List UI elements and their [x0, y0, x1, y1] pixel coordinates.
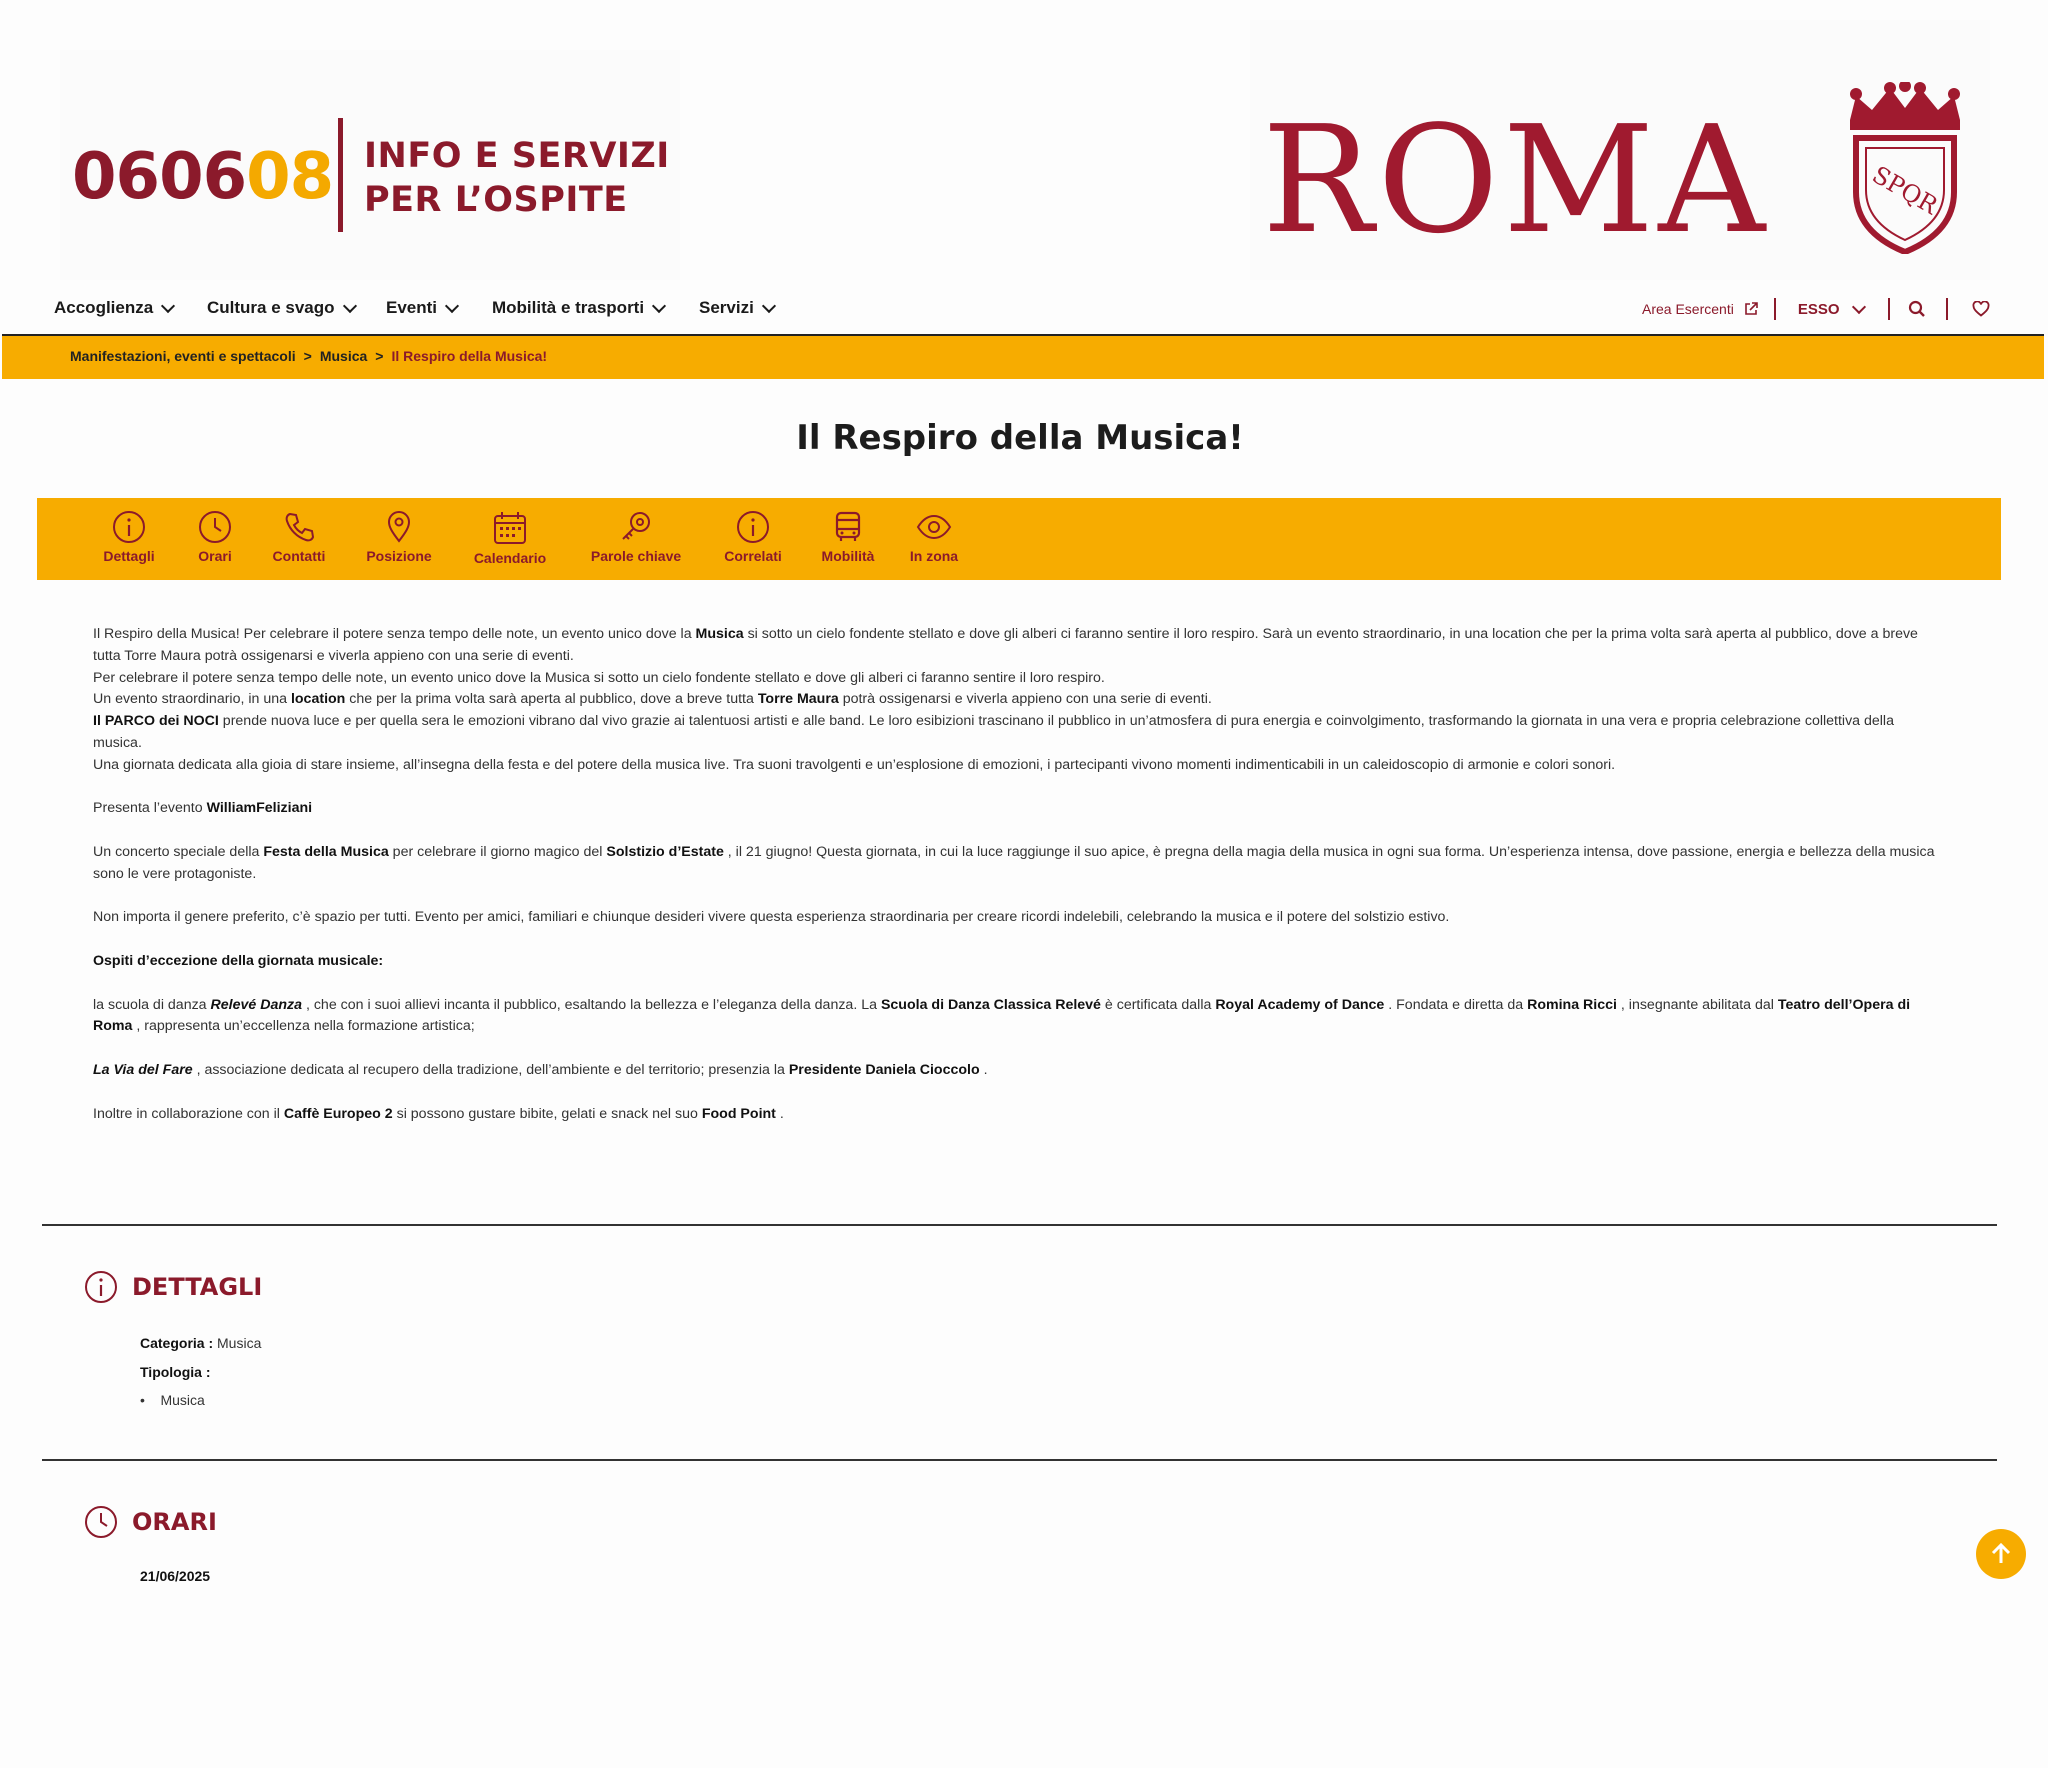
text: Un concerto speciale della — [93, 843, 264, 860]
nav-item-label: Eventi — [386, 298, 438, 317]
text-bold: Romina Ricci — [1527, 996, 1617, 1013]
tab-label: In zona — [909, 548, 959, 564]
chevron-down-icon — [342, 298, 356, 312]
nav-item-label: Mobilità e trasporti — [492, 298, 645, 317]
spacer — [93, 1082, 1943, 1104]
breadcrumb-item-musica[interactable]: Musica — [319, 348, 368, 364]
paragraph — [93, 995, 1943, 1039]
text: . — [775, 1105, 784, 1122]
breadcrumb-separator: > — [375, 348, 384, 364]
spacer — [93, 886, 1943, 908]
tab-label: Correlati — [724, 548, 782, 564]
text: , il 21 giugno! Questa giornata, in cui la luce raggiunge il suo apice, è pregna della magia della musica in ogni sua forma. Un’esperienza intensa, dove passione, energia e bellezza della musica sono le vere protagoniste. — [93, 843, 1935, 882]
categoria-label: Categoria : — [140, 1335, 214, 1351]
tab-label: Dettagli — [103, 548, 155, 564]
logo-060608[interactable] — [72, 140, 333, 214]
text: che per la prima volta sarà aperta al pubblico, dove a breve tutta — [345, 691, 758, 708]
tab-label: Mobilità — [821, 548, 875, 564]
nav-item-accoglienza[interactable] — [54, 298, 173, 318]
calendar-icon — [492, 510, 528, 546]
spacer — [93, 1038, 1943, 1060]
nav-item-label: Servizi — [699, 298, 754, 317]
categoria-value: Musica — [213, 1335, 262, 1351]
text-bold: Teatro dell’Opera di Roma — [93, 996, 1911, 1035]
breadcrumb-item-manifestazioni[interactable]: Manifestazioni, eventi e spettacoli — [70, 348, 296, 364]
nav-utility — [1642, 298, 1990, 320]
logo-separator — [338, 118, 343, 232]
tab-label: Parole chiave — [590, 548, 682, 564]
bus-icon — [831, 510, 865, 544]
text: si possono gustare bibite, gelati e snack nel suo — [392, 1105, 702, 1122]
section-title: ORARI — [132, 1508, 217, 1536]
login-button[interactable]: ESSO — [1797, 300, 1840, 318]
text-bold: Musica — [695, 626, 744, 642]
nav-item-cultura-e-svago[interactable] — [207, 298, 355, 318]
spacer — [93, 820, 1943, 842]
text: , associazione dedicata al recupero della tradizione, dell’ambiente e del territorio; presenzia la — [192, 1061, 789, 1078]
logo-number-main: 0606 — [72, 140, 247, 214]
search-icon[interactable] — [1908, 300, 1926, 318]
spacer — [93, 973, 1943, 995]
section-divider — [42, 1224, 1997, 1226]
page-title: Il Respiro della Musica! — [796, 418, 1244, 458]
text-bold: Torre Maura — [757, 691, 839, 708]
text: , insegnante abilitata dal — [1616, 996, 1778, 1013]
text-bold: Royal Academy of Dance — [1215, 996, 1385, 1013]
main-navigation — [0, 290, 2048, 332]
logo-tagline — [364, 134, 670, 222]
logo-number-accent: 08 — [246, 140, 334, 214]
breadcrumb — [70, 348, 547, 364]
logo-tagline-line1: INFO E SERVIZI — [364, 136, 670, 176]
text-bold: location — [290, 691, 346, 708]
section-header-dettagli — [84, 1270, 262, 1304]
text: , che con i suoi allievi incanta il pubblico, esaltando la bellezza e l’eleganza della danza. La — [302, 996, 881, 1013]
list-item: • Musica — [140, 1392, 205, 1408]
tab-correlati[interactable] — [719, 510, 787, 564]
spqr-crest-icon — [1842, 82, 1968, 254]
info-icon — [112, 510, 146, 544]
paragraph — [93, 951, 1943, 973]
nav-divider — [1888, 298, 1890, 320]
text: si sotto un cielo fondente stellato e dove gli alberi ci faranno sentire il loro respiro. Sarà un evento straordinario, in una location che per la prima volta sarà aperta al pubblico, dove a breve tutta Torre Maura potrà ossigenarsi e viverla appieno con una serie di eventi. — [93, 626, 1918, 664]
text-bold: Presidente Daniela Cioccolo — [788, 1061, 980, 1078]
chevron-down-icon — [445, 298, 459, 312]
paragraph: Una giornata dedicata alla gioia di stare insieme, all’insegna della festa e del potere della musica live. Tra suoni travolgenti e un’esplosione di emozioni, i partecipanti vivono momenti indimenticabili in un caleidoscopio di armonie e colori sonori. — [93, 756, 1616, 773]
text-bold-italic: Relevé Danza — [210, 996, 303, 1013]
section-header-orari — [84, 1505, 217, 1539]
paragraph — [93, 711, 1943, 755]
paragraph — [93, 842, 1943, 886]
text: , rappresenta un’eccellenza nella formazione artistica; — [132, 1018, 475, 1035]
key-search-icon — [619, 510, 653, 544]
breadcrumb-separator: > — [303, 348, 312, 364]
text: Presenta l’evento — [93, 800, 207, 817]
text: . — [979, 1061, 988, 1078]
area-esercenti-link[interactable]: Area Esercenti — [1642, 301, 1734, 317]
paragraph — [93, 689, 1943, 711]
tab-label: Calendario — [473, 550, 547, 566]
section-divider — [42, 1459, 1997, 1461]
text-bold-italic: La Via del Fare — [93, 1061, 193, 1078]
tab-label: Orari — [198, 548, 232, 564]
roma-logo[interactable]: ROMA — [1262, 94, 1770, 266]
nav-item-mobilita-e-trasporti[interactable] — [492, 298, 664, 318]
logo-tagline-line2: PER L’OSPITE — [364, 180, 628, 220]
breadcrumb-bar — [2, 334, 2044, 379]
text: Inoltre in collaborazione con il — [93, 1105, 284, 1122]
tab-mobilita[interactable] — [815, 510, 881, 564]
external-link-icon — [1744, 302, 1758, 316]
text-bold: Solstizio d’Estate — [606, 843, 724, 860]
tab-orari[interactable] — [194, 510, 236, 564]
nav-divider — [1774, 298, 1776, 320]
categoria-row — [140, 1335, 261, 1351]
paragraph — [93, 624, 1943, 668]
event-description — [93, 624, 1943, 1125]
tab-label: Posizione — [366, 548, 432, 564]
tab-calendario[interactable] — [469, 510, 551, 566]
paragraph — [93, 1104, 1943, 1126]
chevron-down-icon — [762, 298, 776, 312]
tab-label: Contatti — [272, 548, 326, 564]
crest-text: SPQR — [1867, 160, 1943, 220]
clock-icon — [198, 510, 232, 544]
paragraph — [93, 798, 1943, 820]
text-bold: Ospiti d’eccezione della giornata musicale: — [93, 952, 384, 969]
tab-dettagli[interactable] — [100, 510, 158, 564]
tab-posizione[interactable] — [363, 510, 435, 564]
text-bold: Festa della Musica — [263, 843, 389, 860]
section-tab-bar — [37, 498, 2001, 580]
tipologia-row — [140, 1364, 211, 1380]
text: Il Respiro della Musica! Per celebrare il potere senza tempo delle note, un evento unico dove la — [93, 626, 696, 642]
clock-icon — [84, 1505, 118, 1539]
tab-in-zona[interactable] — [903, 510, 965, 564]
text: prende nuova luce e per quella sera le emozioni vibrano dal vivo grazie ai talentuosi artisti e alle band. Le loro esibizioni trascinano il pubblico in un’atmosfera di pura energia e coinvolgimento, trasformando la giornata in una vera e propria celebrazione collettiva della musica. — [93, 713, 1894, 751]
tipologia-label: Tipologia : — [140, 1364, 211, 1380]
paragraph: Per celebrare il potere senza tempo delle note, un evento unico dove la Musica si sotto un cielo fondente stellato e dove gli alberi ci faranno sentire il loro respiro. — [93, 669, 1105, 686]
text: Un evento straordinario, in una — [93, 691, 291, 708]
text-bold: WilliamFeliziani — [206, 800, 313, 817]
text-bold: Food Point — [701, 1105, 776, 1122]
text: è certificata dalla — [1100, 996, 1216, 1013]
location-pin-icon — [382, 510, 416, 544]
heart-icon[interactable] — [1972, 301, 1990, 317]
nav-item-label: Cultura e svago — [207, 298, 335, 317]
nav-item-eventi[interactable] — [386, 298, 457, 318]
chevron-down-icon — [161, 298, 175, 312]
breadcrumb-item-current: Il Respiro della Musica! — [391, 348, 548, 364]
spacer — [93, 777, 1943, 799]
text-bold: Scuola di Danza Classica Relevé — [880, 996, 1101, 1013]
info-icon — [736, 510, 770, 544]
paragraph — [93, 1060, 1943, 1082]
chevron-down-icon — [1851, 299, 1865, 313]
tipologia-value: Musica — [160, 1392, 205, 1408]
arrow-up-icon — [1988, 1541, 2014, 1567]
tab-parole-chiave[interactable] — [584, 510, 688, 564]
text: per celebrare il giorno magico del — [388, 843, 607, 860]
nav-item-label: Accoglienza — [54, 298, 154, 317]
phone-icon — [282, 510, 316, 544]
nav-divider — [1946, 298, 1948, 320]
text-bold: Il PARCO dei NOCI — [93, 713, 219, 730]
date-value: 21/06/2025 — [140, 1568, 211, 1584]
orari-date — [140, 1568, 210, 1584]
text-bold: Caffè Europeo 2 — [283, 1105, 393, 1122]
section-title: DETTAGLI — [132, 1273, 263, 1301]
chevron-down-icon — [652, 298, 666, 312]
text: la scuola di danza — [93, 996, 211, 1013]
text: potrà ossigenarsi e viverla appieno con una serie di eventi. — [838, 691, 1212, 708]
nav-item-servizi[interactable] — [699, 298, 774, 318]
spacer — [93, 929, 1943, 951]
paragraph: Non importa il genere preferito, c’è spazio per tutti. Evento per amici, familiari e chiunque desideri vivere questa esperienza straordinaria per creare ricordi indelebili, celebrando la musica e il potere del solstizio estivo. — [93, 909, 1450, 926]
back-to-top-button[interactable] — [1976, 1529, 2026, 1579]
text: . Fondata e diretta da — [1384, 996, 1528, 1013]
eye-icon — [916, 510, 952, 544]
info-icon — [84, 1270, 118, 1304]
tab-contatti[interactable] — [267, 510, 331, 564]
